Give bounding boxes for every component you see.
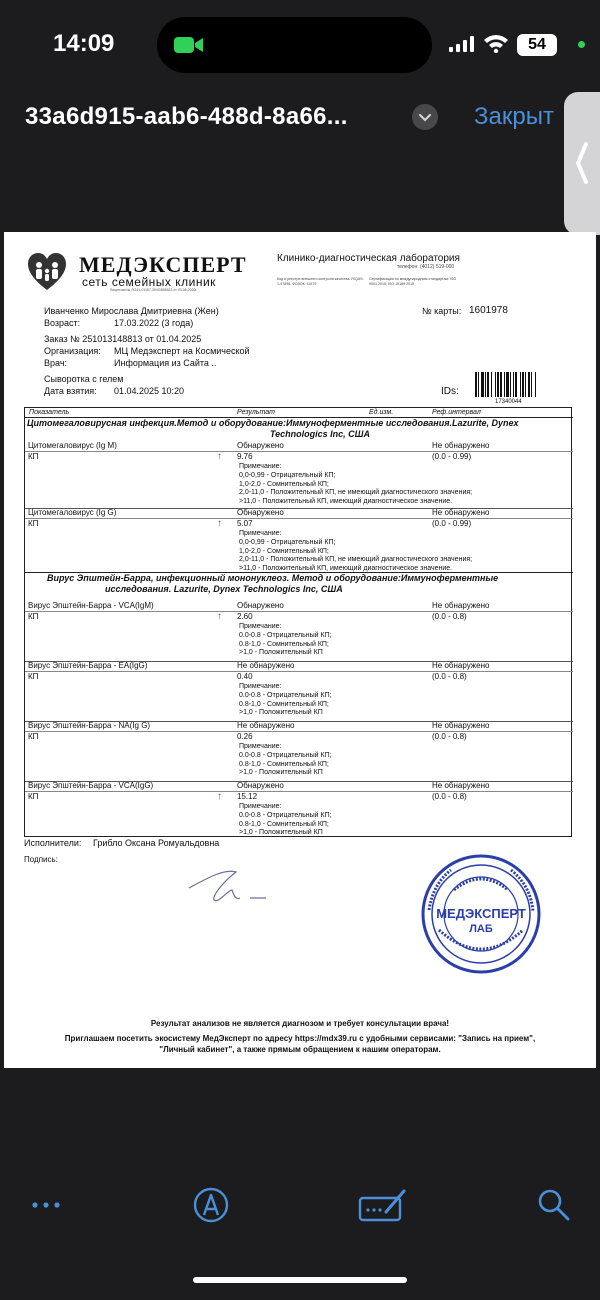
kp-reference: (0.0 - 0.8) [432,672,467,681]
note-line: 1,0-2,0 - Сомнительный КП; [239,480,329,488]
section-cmv-title: Цитомегаловирусная инфекция.Метод и оборудование:Иммуноферментные исследования.Lazurite, Dynex [27,418,519,428]
search-button[interactable] [529,1180,579,1230]
note-line: 0.8-1,0 - Сомнительный КП; [239,700,329,708]
card-label: № карты: [422,306,462,316]
section-ebv-title-cont: исследования. Lazurite, Dynex Technologics Inc, США [105,584,343,594]
test-name: Вирус Эпштейн-Барра - EA(IgG) [28,661,148,670]
footer-disclaimer: Результат анализов не является диагнозом и требует консультации врача! [150,1019,450,1028]
age-value: 17.03.2022 (3 года) [114,318,194,328]
note-line: 0.0-0.8 - Отрицательный КП; [239,692,332,699]
doctor-value: Информация из Сайта .. [114,358,217,368]
status-time: 14:09 [53,30,115,57]
org-value: МЦ Медэксперт на Космической [114,346,250,356]
close-button[interactable]: Закрыт [474,103,554,130]
kp-label: КП [28,519,39,528]
stamp-text-2: ЛАБ [469,923,493,935]
org-label: Организация: [44,346,101,356]
more-button[interactable] [21,1180,71,1230]
order-number: Заказ № 251013148813 от 01.04.2025 [44,334,202,344]
status-bar [0,0,600,90]
kp-label: КП [28,612,39,621]
performer-name: Грибло Оксана Ромуальдовна [93,838,220,848]
test-result: Не обнаружено [237,721,295,730]
patient-name: Иванченко Мирослава Дмитриевна (Жен) [44,306,219,316]
document-title[interactable]: 33a6d915-aab6-488d-8a66... [25,103,348,130]
note-line: >1,0 - Положительный КП [239,769,323,776]
kp-label: КП [28,792,39,801]
stamp-seal-icon [419,850,549,978]
kp-reference: (0.0 - 0.8) [432,792,467,801]
kp-reference: (0.0 - 0.99) [432,452,472,461]
note-title: Примечание: [239,683,282,690]
card-number: 1601978 [469,305,508,316]
facetime-video-icon[interactable] [173,34,205,56]
privacy-indicator-dot [578,41,585,48]
col-header-result: Результат [237,409,275,416]
footer-invite-cont: "Личный кабинет", а также прямым обращением к нашим операторам. [159,1045,441,1054]
test-name: Цитомегаловирус (Ig M) [28,441,117,450]
kp-label: КП [28,732,39,741]
kp-reference: (0.0 - 0.8) [432,732,467,741]
col-header-indicator: Показатель [29,409,70,416]
test-reference: Не обнаружено [432,721,490,730]
kp-label: КП [28,672,39,681]
col-header-unit: Ед.изм. [369,409,394,416]
markup-pen-icon [193,1187,229,1223]
test-reference: Не обнаружено [432,661,490,670]
test-name: Вирус Эпштейн-Барра - VCA(IgG) [28,781,154,790]
kp-value: 5.07 [237,519,253,528]
lab-report-page [4,232,596,1068]
doctor-label: Врач: [44,358,68,368]
test-result: Обнаружено [237,601,284,610]
note-line: >11,0 - Положительный КП, имеющий диагностическое значение. [239,564,453,572]
test-reference: Не обнаружено [432,508,490,517]
chevron-down-icon[interactable] [412,104,438,130]
test-reference: Не обнаружено [432,781,490,790]
section-cmv-title-cont: Technologics Inc, США [270,429,370,439]
test-reference: Не обнаружено [432,601,490,610]
test-name: Вирус Эпштейн-Барра - VCA(IgM) [28,601,154,610]
result-row [25,662,573,721]
side-panel-handle[interactable] [564,92,600,235]
sample-type: Сыворотка с гелем [44,374,124,384]
family-logo-icon [26,252,68,292]
note-title: Примечание: [239,623,282,630]
bottom-toolbar [0,1180,600,1250]
form-fill-button[interactable] [358,1180,408,1230]
footer-invite: Приглашаем посетить экосистему МедЭксперт по адресу https://mdx39.ru с удобными сервисами: "Запись на прием", [64,1034,536,1043]
note-line: 2,0-11,0 - Положительный КП, не имеющий диагностического значения; [239,489,473,496]
section-ebv-title: Вирус Эпштейн-Барра, инфекционный мононуклеоз. Метод и оборудование:Иммуноферментные [47,573,499,583]
barcode-icon [475,372,553,397]
wifi-icon [483,33,509,53]
more-dots-icon [31,1200,61,1210]
cert-registry: Код в реестре внешнего контроля качества: RIQAS: 1-97896, ФСВОК: 11579 [277,277,364,286]
result-row [25,782,573,838]
age-label: Возраст: [44,318,81,328]
note-line: 0,0-0,99 - Отрицательный КП; [239,472,336,479]
test-reference: Не обнаружено [432,441,490,450]
note-title: Примечание: [239,463,282,470]
date-label: Дата взятия: [44,386,97,396]
stamp-text: МЕДЭКСПЕРТ [436,906,526,921]
test-result: Обнаружено [237,781,284,790]
note-line: 0.8-1,0 - Сомнительный КП; [239,820,329,828]
test-result: Обнаружено [237,508,284,517]
test-name: Цитомегаловирус (Ig G) [28,508,117,517]
elevated-arrow-icon: ↑ [217,611,222,622]
search-icon [537,1188,571,1222]
elevated-arrow-icon: ↑ [217,451,222,462]
note-title: Примечание: [239,530,282,537]
logo-title: МЕДЭКСПЕРТ [79,252,247,277]
markup-button[interactable] [186,1180,236,1230]
kp-value: 2.60 [237,612,253,621]
kp-label: КП [28,452,39,461]
form-fill-icon [358,1188,408,1222]
result-row [25,722,573,781]
note-line: 0.0-0.8 - Отрицательный КП; [239,632,332,639]
license-text: Лицензия № ЛО41-01157-39/00555633 от 03.08.2020г. [110,288,198,292]
logo-subtitle: сеть семейных клиник [82,275,216,289]
note-line: 0.0-0.8 - Отрицательный КП; [239,812,332,819]
ids-label: IDs: [441,386,459,397]
kp-reference: (0.0 - 0.8) [432,612,467,621]
kp-value: 0.40 [237,672,253,681]
test-result: Не обнаружено [237,661,295,670]
elevated-arrow-icon: ↑ [217,791,222,802]
note-line: 0.8-1,0 - Сомнительный КП; [239,640,329,648]
performer-label: Исполнители: [24,838,82,848]
note-line: 1,0-2,0 - Сомнительный КП; [239,547,329,555]
result-row [25,509,573,575]
note-title: Примечание: [239,803,282,810]
signature-icon [184,860,284,910]
chevron-left-icon [564,92,600,235]
test-result: Обнаружено [237,441,284,450]
cellular-signal-icon [449,36,475,52]
note-line: >1,0 - Положительный КП [239,709,323,716]
date-value: 01.04.2025 10:20 [114,386,185,396]
cert-iso: Сертификация по международным стандартам: ISO 9001:2015; ISO 15189:2015 [369,277,457,286]
kp-value: 9.76 [237,452,253,461]
kp-value: 15.12 [237,792,258,801]
kp-reference: (0.0 - 0.99) [432,519,472,528]
note-line: 2,0-11,0 - Положительный КП, не имеющий диагностического значения; [239,556,473,563]
note-line: 0.8-1,0 - Сомнительный КП; [239,760,329,768]
note-line: 0,0-0,99 - Отрицательный КП; [239,539,336,546]
note-line: >1,0 - Положительный КП [239,829,323,836]
col-header-ref: Реф.интервал [432,409,481,416]
battery-icon: 54 [517,34,557,56]
note-line: >1,0 - Положительный КП [239,649,323,656]
lab-phone: телефон: (4012) 519-000 [397,264,455,270]
results-table [24,407,572,837]
home-indicator[interactable] [193,1277,407,1283]
result-row [25,602,573,661]
note-line: >11,0 - Положительный КП, имеющий диагностическое значение. [239,497,453,505]
barcode-number: 17340044 [495,399,522,405]
elevated-arrow-icon: ↑ [217,518,222,529]
signature-label: Подпись: [24,855,58,864]
note-line: 0.0-0.8 - Отрицательный КП; [239,752,332,759]
test-name: Вирус Эпштейн-Барра - NA(Ig G) [28,721,151,730]
kp-value: 0.26 [237,732,253,741]
result-row [25,442,573,508]
lab-title: Клинико-диагностическая лаборатория [277,253,460,264]
note-title: Примечание: [239,743,282,750]
